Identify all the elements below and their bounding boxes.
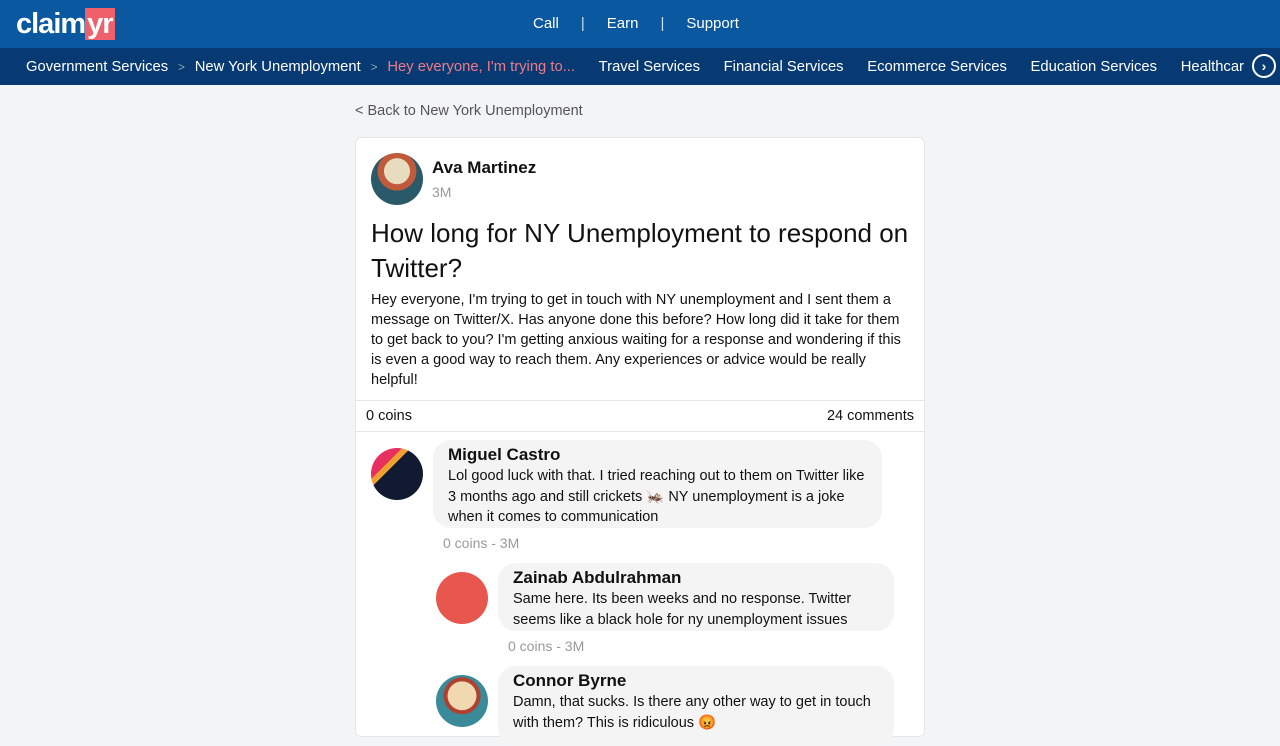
comment-author[interactable]: Zainab Abdulrahman	[513, 568, 682, 587]
nav-call[interactable]: Call	[533, 15, 559, 32]
avatar	[371, 153, 423, 205]
breadcrumb	[0, 48, 1280, 85]
post-title: How long for NY Unemployment to respond on Twitter?	[371, 218, 909, 283]
coins-count: 0 coins	[366, 408, 412, 424]
category-ecommerce[interactable]: Ecommerce Services	[867, 58, 1007, 75]
comment	[433, 440, 882, 528]
comment-text: Lol good luck with that. I tried reaching out to them on Twitter like 3 months ago and still crickets 🦗 NY unemployment is a joke when it comes to communication	[448, 468, 865, 525]
category-education[interactable]: Education Services	[1030, 58, 1158, 75]
divider: |	[660, 15, 665, 32]
category-financial[interactable]: Financial Services	[723, 58, 844, 75]
post-time: 3M	[432, 184, 452, 200]
breadcrumb-government-services[interactable]: Government Services	[26, 58, 169, 75]
comment	[498, 666, 894, 746]
chevron-right-icon: >	[177, 59, 185, 74]
category-healthcare[interactable]: Healthcar	[1180, 58, 1244, 75]
claimyr-logo[interactable]: claim yr	[16, 8, 113, 40]
top-header	[0, 0, 1280, 48]
nav-support[interactable]: Support	[686, 15, 739, 32]
comments-count[interactable]: 24 comments	[826, 408, 914, 424]
comment-meta: 0 coins - 3M	[508, 638, 585, 654]
breadcrumb-current[interactable]: Hey everyone, I'm trying to...	[387, 58, 576, 75]
post-card	[355, 137, 925, 737]
comment-meta: 0 coins - 3M	[443, 535, 520, 551]
post-body: Hey everyone, I'm trying to get in touch with NY unemployment and I sent them a message on Twitter/X. Has anyone done this before? How long did it take for them to get back to you? I'm getting anxious waiting for a response and wondering if this is even a good way to reach them. Any experiences or advice would be really helpful!	[371, 292, 901, 388]
breadcrumb-row	[26, 48, 1244, 85]
back-link[interactable]: < Back to New York Unemployment	[355, 103, 583, 119]
divider: |	[580, 15, 585, 32]
category-travel[interactable]: Travel Services	[598, 58, 700, 75]
comment-author[interactable]: Miguel Castro	[448, 445, 561, 464]
comment-text: Same here. Its been weeks and no response. Twitter seems like a black hole for ny unemployment issues	[513, 591, 852, 628]
avatar	[436, 572, 488, 624]
avatar	[371, 448, 423, 500]
chevron-right-icon[interactable]: ›	[1252, 54, 1276, 78]
comment-text: Damn, that sucks. Is there any other way to get in touch with them? This is ridiculous 😡	[513, 694, 871, 731]
chevron-right-icon: >	[370, 59, 378, 74]
nav-earn[interactable]: Earn	[606, 15, 639, 32]
comment	[498, 563, 894, 631]
comment-author[interactable]: Connor Byrne	[513, 671, 627, 690]
breadcrumb-ny-unemployment[interactable]: New York Unemployment	[194, 58, 361, 75]
top-nav	[533, 15, 739, 32]
post-stats	[356, 400, 924, 432]
post-author[interactable]: Ava Martinez	[432, 158, 537, 177]
avatar	[436, 675, 488, 727]
